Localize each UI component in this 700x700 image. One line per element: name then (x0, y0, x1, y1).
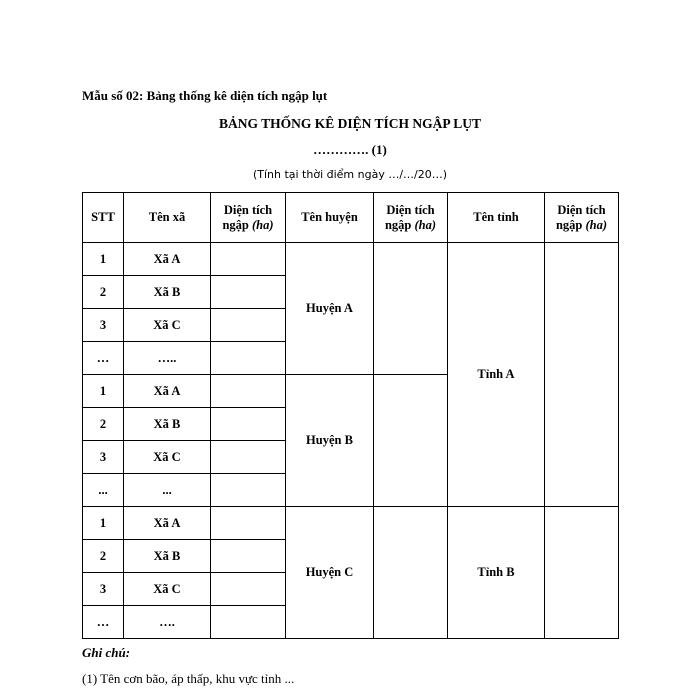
cell-ten-xa: Xã B (124, 276, 211, 309)
header-ten-huyen: Tên huyện (286, 193, 374, 243)
header-ngap-label: ngập (384, 217, 412, 232)
cell-stt: ... (83, 474, 124, 507)
header-ten-tinh: Tên tỉnh (448, 193, 545, 243)
cell-stt: 2 (83, 276, 124, 309)
header-unit-ha: (ha) (585, 217, 608, 232)
cell-dien-tich-huyen (374, 507, 448, 639)
cell-dien-tich-xa (211, 408, 286, 441)
cell-stt: 3 (83, 441, 124, 474)
header-stt: STT (83, 193, 124, 243)
form-label: Mẫu số 02: Bảng thống kê diện tích ngập lụt (82, 88, 328, 103)
cell-ten-xa: Xã A (124, 243, 211, 276)
cell-dien-tich-xa (211, 309, 286, 342)
table-row (83, 243, 619, 276)
header-ngap-label: ngập (555, 217, 583, 232)
cell-dien-tich-xa (211, 540, 286, 573)
header-unit-ha: (ha) (252, 217, 274, 232)
table-row (83, 507, 619, 540)
cell-ten-tinh: Tỉnh A (448, 243, 545, 507)
cell-stt: … (83, 342, 124, 375)
cell-ten-xa: Xã B (124, 408, 211, 441)
cell-stt: 2 (83, 408, 124, 441)
cell-dien-tich-huyen (374, 243, 448, 375)
notes-title: Ghi chú: (82, 645, 131, 660)
cell-ten-xa: ... (124, 474, 211, 507)
cell-stt: 1 (83, 243, 124, 276)
cell-ten-xa: Xã B (124, 540, 211, 573)
header-dien-tich-huyen (374, 193, 448, 243)
cell-stt: 3 (83, 573, 124, 606)
notes-line-1: (1) Tên cơn bão, áp thấp, khu vực tỉnh ... (82, 671, 295, 686)
cell-ten-huyen: Huyện B (286, 375, 374, 507)
table-header-row (83, 193, 619, 243)
cell-ten-huyen: Huyện A (286, 243, 374, 375)
document-title: BẢNG THỐNG KÊ DIỆN TÍCH NGẬP LỤT (218, 116, 482, 131)
cell-ten-xa: Xã A (124, 507, 211, 540)
header-ngap-label: ngập (222, 217, 249, 232)
flood-area-table (82, 192, 619, 639)
header-dien-tich-label: Diện tích (557, 202, 606, 217)
cell-dien-tich-xa (211, 606, 286, 639)
cell-dien-tich-xa (211, 507, 286, 540)
cell-ten-xa: Xã C (124, 309, 211, 342)
cell-dien-tich-xa (211, 276, 286, 309)
header-dien-tich-label: Diện tích (223, 202, 273, 217)
cell-dien-tich-tinh (545, 507, 619, 639)
cell-ten-huyen: Huyện C (286, 507, 374, 639)
cell-dien-tich-tinh (545, 243, 619, 507)
cell-dien-tich-xa (211, 243, 286, 276)
cell-dien-tich-xa (211, 474, 286, 507)
cell-stt: 1 (83, 507, 124, 540)
cell-dien-tich-xa (211, 342, 286, 375)
cell-dien-tich-xa (211, 573, 286, 606)
header-dien-tich-xa (211, 193, 286, 243)
cell-ten-xa: Xã C (124, 441, 211, 474)
cell-dien-tich-xa (211, 441, 286, 474)
cell-stt: 3 (83, 309, 124, 342)
cell-ten-xa: Xã C (124, 573, 211, 606)
cell-ten-xa: ….. (124, 342, 211, 375)
header-dien-tich-tinh (545, 193, 619, 243)
cell-ten-xa: Xã A (124, 375, 211, 408)
cell-stt: 2 (83, 540, 124, 573)
document-date-note: (Tính tại thời điểm ngày …/…/20…) (252, 168, 448, 181)
cell-stt: … (83, 606, 124, 639)
header-dien-tich-label: Diện tích (386, 202, 435, 217)
cell-stt: 1 (83, 375, 124, 408)
header-ten-xa: Tên xã (124, 193, 211, 243)
document-subtitle: …………. (1) (313, 142, 387, 157)
cell-ten-tinh: Tỉnh B (448, 507, 545, 639)
cell-ten-xa: …. (124, 606, 211, 639)
cell-dien-tich-xa (211, 375, 286, 408)
header-unit-ha: (ha) (414, 217, 437, 232)
cell-dien-tich-huyen (374, 375, 448, 507)
